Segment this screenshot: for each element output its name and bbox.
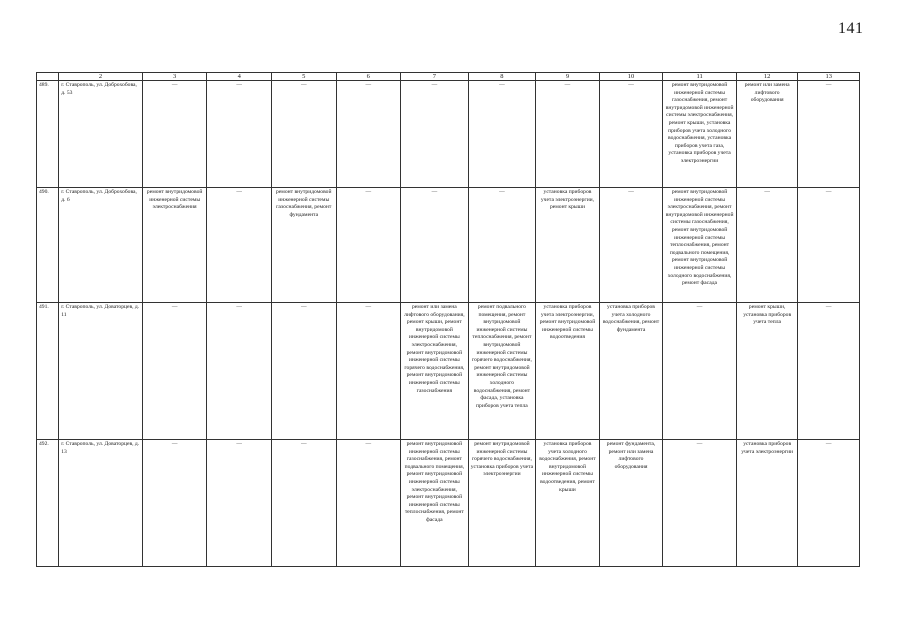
empty-cell — [271, 303, 336, 440]
table-row — [37, 303, 860, 440]
dash-text: — — [825, 304, 832, 310]
work-cell — [271, 188, 336, 303]
dash-text: — — [365, 82, 372, 88]
dash-text: — — [171, 82, 178, 88]
address-text: г. Ставрополь, ул. Доваторцев, д. 13 — [61, 441, 140, 455]
dash-text: — — [236, 441, 242, 447]
work-text: ремонт фундамента, ремонт или замена лифтового оборудования — [606, 441, 656, 470]
dash-text: — — [628, 82, 634, 88]
page-number: 141 — [838, 20, 864, 37]
address-cell — [59, 188, 143, 303]
work-cell — [736, 81, 798, 188]
empty-cell — [798, 188, 860, 303]
work-cell — [599, 440, 663, 567]
column-header: 4 — [207, 73, 272, 81]
work-text: ремонт внутридомовой инженерной системы электроснабжения — [146, 189, 203, 211]
empty-cell — [271, 440, 336, 567]
empty-cell — [336, 303, 401, 440]
address-cell — [59, 440, 143, 567]
work-text: установка приборов учета холодного водоснабжения, ремонт фундамента — [602, 304, 660, 333]
dash-text: — — [825, 441, 832, 447]
empty-cell — [142, 440, 207, 567]
work-cell — [736, 440, 798, 567]
dash-text: — — [300, 304, 307, 310]
work-text: установка приборов учета электроэнергии, ремонт внутридомовой инженерной системы водоотведения — [539, 304, 596, 341]
dash-text: — — [365, 441, 372, 447]
dash-text: — — [171, 304, 178, 310]
work-text: ремонт подвального помещения, ремонт внутридомовой инженерной системы теплоснабжения, ремонт внутридомовой инженерной системы горячего водоснабжения, ремонт внутридомовой инженерной системы холодного водоснабжения, ремонт фасада, установка приборов учета тепла — [471, 304, 532, 409]
dash-text: — — [236, 82, 242, 88]
dash-text: — — [825, 82, 832, 88]
row-number — [37, 440, 59, 567]
empty-cell — [599, 81, 663, 188]
empty-cell — [271, 81, 336, 188]
work-text: ремонт или замена лифтового оборудования, ремонт крыши, ремонт внутридомовой инженерной системы электроснабжения, ремонт внутридомовой инженерной системы горячего водоснабжения, ремонт внутридомовой инженерной системы газоснабжения — [404, 304, 465, 394]
table-row — [37, 188, 860, 303]
dash-text: — — [696, 441, 703, 447]
column-header: 5 — [271, 73, 336, 81]
dash-text: — — [628, 189, 634, 195]
empty-cell — [663, 440, 737, 567]
column-header: 9 — [536, 73, 600, 81]
empty-cell — [536, 81, 600, 188]
row-number — [37, 303, 59, 440]
work-text: ремонт внутридомовой инженерной системы газоснабжения, ремонт внутридомовой инженерной системы электроснабжения, ремонт крыши, установка приборов учета холодного водоснабжения, установка приборов учета газа, установка приборов учета электроэнергии — [665, 82, 734, 164]
empty-cell — [401, 188, 469, 303]
dash-text: — — [171, 441, 178, 447]
work-cell — [736, 303, 798, 440]
work-text: установка приборов учета холодного водоснабжения, ремонт внутридомовой инженерной системы водоотведения, ремонт крыши — [539, 441, 596, 493]
column-header: 13 — [798, 73, 860, 81]
header-row — [37, 73, 860, 81]
work-cell — [536, 440, 600, 567]
empty-cell — [798, 303, 860, 440]
work-cell — [468, 303, 536, 440]
table-row — [37, 440, 860, 567]
work-text: ремонт или замена лифтового оборудования — [744, 82, 790, 104]
work-cell — [401, 440, 469, 567]
row-number — [37, 188, 59, 303]
work-text: установка приборов учета электроэнергии, ремонт крыши — [540, 189, 595, 211]
work-cell — [468, 440, 536, 567]
row-number-text: 492. — [39, 441, 49, 447]
work-text: ремонт внутридомовой инженерной системы газоснабжения, ремонт подвального помещения, ремонт внутридомовой инженерной системы электроснабжения, ремонт внутридомовой инженерной системы теплоснабжения, ремонт фасада — [404, 441, 465, 523]
dash-text: — — [431, 82, 438, 88]
empty-cell — [336, 188, 401, 303]
work-cell — [599, 303, 663, 440]
work-cell — [536, 188, 600, 303]
dash-text: — — [236, 304, 242, 310]
dash-text: — — [696, 304, 703, 310]
capital-repair-table — [36, 72, 860, 567]
dash-text: — — [499, 189, 505, 195]
empty-cell — [142, 81, 207, 188]
empty-cell — [336, 81, 401, 188]
dash-text: — — [431, 189, 438, 195]
empty-cell — [468, 81, 536, 188]
empty-cell — [798, 440, 860, 567]
dash-text: — — [236, 189, 242, 195]
column-header — [37, 73, 59, 81]
work-cell — [663, 188, 737, 303]
empty-cell — [468, 188, 536, 303]
address-text: г. Ставрополь, ул. Доброхобова, д. 53 — [61, 82, 137, 96]
dash-text: — — [365, 304, 372, 310]
row-number — [37, 81, 59, 188]
dash-text: — — [300, 82, 307, 88]
dash-text: — — [825, 189, 832, 195]
work-text: ремонт внутридомовой инженерной системы газоснабжения, ремонт фундамента — [276, 189, 332, 218]
row-number-text: 490. — [39, 189, 49, 195]
work-text: ремонт внутридомовой инженерной системы электроснабжения, ремонт внутридомовой инженерной системы газоснабжения, ремонт внутридомовой инженерной системы теплоснабжения, ремонт подвального помещения, ремонт внутридомовой инженерной системы холодного водоснабжения, ремонт фасада — [665, 189, 734, 287]
empty-cell — [663, 303, 737, 440]
empty-cell — [798, 81, 860, 188]
work-cell — [663, 81, 737, 188]
dash-text: — — [764, 189, 770, 195]
column-header: 12 — [736, 73, 798, 81]
column-header: 11 — [663, 73, 737, 81]
row-number-text: 489. — [39, 82, 49, 88]
work-cell — [142, 188, 207, 303]
dash-text: — — [300, 441, 307, 447]
empty-cell — [599, 188, 663, 303]
work-cell — [401, 303, 469, 440]
address-text: г. Ставрополь, ул. Доброхобова, д. 6 — [61, 189, 137, 203]
dash-text: — — [499, 82, 505, 88]
column-header: 6 — [336, 73, 401, 81]
work-text: ремонт крыши, установка приборов учета тепла — [743, 304, 792, 326]
empty-cell — [207, 188, 272, 303]
column-header: 2 — [59, 73, 143, 81]
dash-text: — — [564, 82, 571, 88]
address-cell — [59, 81, 143, 188]
row-number-text: 491. — [39, 304, 49, 310]
address-cell — [59, 303, 143, 440]
empty-cell — [401, 81, 469, 188]
column-header: 10 — [599, 73, 663, 81]
empty-cell — [207, 81, 272, 188]
work-text: установка приборов учета электроэнергии — [741, 441, 794, 455]
work-cell — [536, 303, 600, 440]
address-text: г. Ставрополь, ул. Доваторцев, д. 11 — [61, 304, 140, 318]
empty-cell — [142, 303, 207, 440]
empty-cell — [336, 440, 401, 567]
empty-cell — [736, 188, 798, 303]
table-row — [37, 81, 860, 188]
work-text: ремонт внутридомовой инженерной системы горячего водоснабжения, установка приборов учета электроэнергии — [470, 441, 534, 478]
column-header: 3 — [142, 73, 207, 81]
column-header: 7 — [401, 73, 469, 81]
empty-cell — [207, 440, 272, 567]
dash-text: — — [365, 189, 372, 195]
empty-cell — [207, 303, 272, 440]
column-header: 8 — [468, 73, 536, 81]
